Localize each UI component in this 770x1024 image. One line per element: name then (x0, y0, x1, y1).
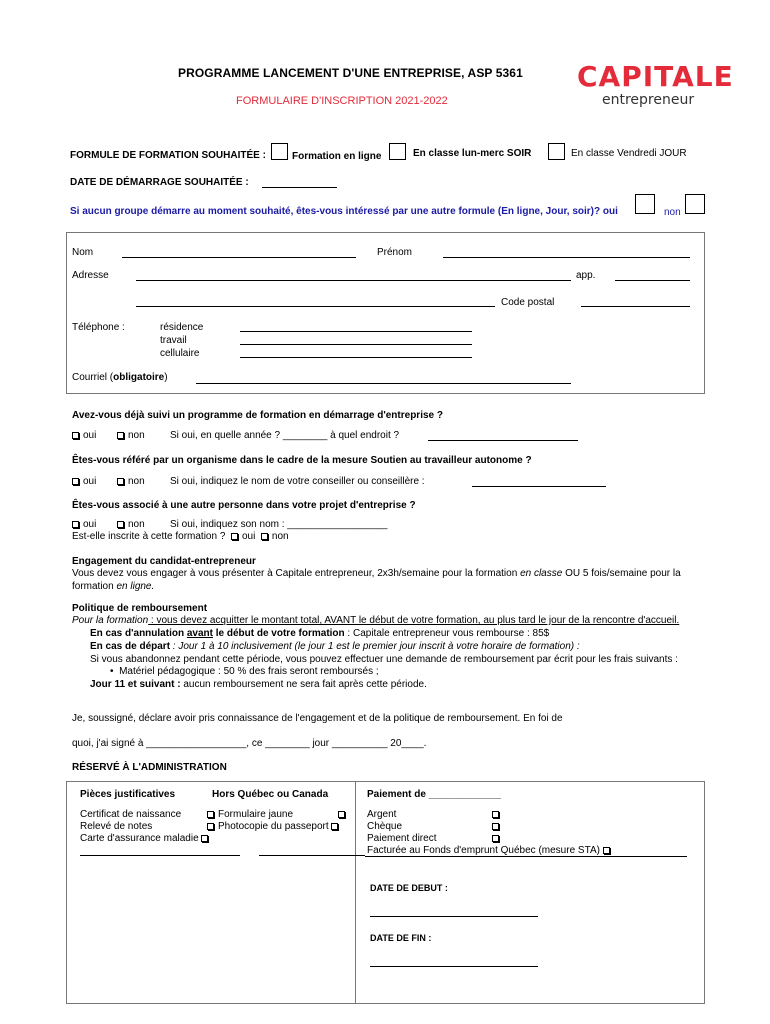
politique-line1: Pour la formation : vous devez acquitter le montant total, AVANT le début de votre formation, au plus tard le jour de la rencontre d'accueil. (72, 615, 680, 626)
admin-c3-line (365, 856, 687, 857)
admin-facturee-checkbox[interactable] (603, 847, 610, 854)
formule-soir-checkbox[interactable] (389, 143, 406, 160)
residence-label: résidence (160, 322, 204, 333)
admin-divider (355, 781, 356, 1004)
q2-oui-option[interactable]: oui (72, 476, 96, 487)
admin-direct-checkbox[interactable] (492, 835, 499, 842)
admin-c1-line (80, 855, 240, 856)
q3-question: Êtes-vous associé à une autre personne dans votre projet d'entreprise ? (72, 500, 416, 511)
q2-non-checkbox[interactable] (117, 478, 124, 485)
travail-field[interactable] (240, 344, 472, 345)
q3-detail: Si oui, indiquez son nom : __________________ (170, 519, 388, 530)
admin-col1-title: Pièces justificatives (80, 789, 176, 800)
admin-cheque-checkbox[interactable] (492, 823, 499, 830)
adresse-label: Adresse (72, 270, 109, 281)
formule-jour-checkbox[interactable] (548, 143, 565, 160)
admin-cheque-box (492, 821, 503, 832)
q2-conseiller-field[interactable] (472, 486, 606, 487)
admin-c1-item-2: Carte d'assurance maladie (80, 833, 212, 844)
admin-c2-item-0-box (338, 809, 349, 820)
q1-endroit-field[interactable] (428, 440, 578, 441)
q3-inscrite-non-checkbox[interactable] (261, 533, 268, 540)
admin-col2-title: Hors Québec ou Canada (212, 789, 329, 800)
declaration-line1: Je, soussigné, déclare avoir pris connaissance de l'engagement et de la politique de remboursement. En foi de (72, 713, 563, 724)
declaration-line2: quoi, j'ai signé à __________________, ce ________ jour __________ 20____. (72, 738, 427, 749)
admin-title: RÉSERVÉ À L'ADMINISTRATION (72, 762, 227, 773)
nom-field[interactable] (122, 257, 356, 258)
form-title: PROGRAMME LANCEMENT D'UNE ENTREPRISE, ASP 5361 (178, 66, 523, 80)
q1-oui-checkbox[interactable] (72, 432, 79, 439)
formule-jour-label: En classe Vendredi JOUR (571, 148, 687, 159)
admin-formulaire-checkbox-2[interactable] (338, 811, 345, 818)
admin-c2-line (259, 855, 365, 856)
q2-oui-checkbox[interactable] (72, 478, 79, 485)
date-field[interactable] (262, 187, 337, 188)
code-postal-field[interactable] (581, 306, 690, 307)
q1-question: Avez-vous déjà suivi un programme de formation en démarrage d'entreprise ? (72, 410, 443, 421)
prenom-label: Prénom (377, 247, 413, 258)
q2-question: Êtes-vous référé par un organisme dans le cadre de la mesure Soutien au travailleur autonome ? (72, 455, 532, 466)
adresse-field[interactable] (136, 280, 571, 281)
admin-c1-item-0: Certificat de naissance (80, 809, 182, 820)
engagement-text: Vous devez vous engager à vous présenter à Capitale entrepreneur, 2x3h/semaine pour la formation en classe OU 5 fois/semaine pour la formation en ligne. (72, 568, 681, 592)
admin-date-debut-label: DATE DE DEBUT : (370, 883, 448, 893)
politique-line3: En cas de départ : Jour 1 à 10 inclusivement (le jour 1 est le premier jour inscrit à votre horaire de formation) : (90, 641, 580, 652)
cellulaire-field[interactable] (240, 357, 472, 358)
residence-field[interactable] (240, 331, 472, 332)
formule-soir-label: En classe lun-merc SOIR (413, 148, 532, 159)
admin-c3-item-2: Paiement direct (367, 833, 437, 844)
q2-detail: Si oui, indiquez le nom de votre conseiller ou conseillère : (170, 476, 425, 487)
app-label: app. (576, 270, 596, 281)
courriel-label: Courriel (obligatoire) (72, 372, 168, 383)
admin-c1-item-1: Relevé de notes (80, 821, 153, 832)
form-subtitle: FORMULAIRE D'INSCRIPTION 2021-2022 (236, 95, 448, 107)
admin-c3-item-1: Chèque (367, 821, 403, 832)
admin-date-debut-field[interactable] (370, 916, 538, 917)
admin-passeport-checkbox-2[interactable] (331, 823, 338, 830)
q3-non-checkbox[interactable] (117, 521, 124, 528)
q3-inscrite: Est-elle inscrite à cette formation ? oui non (72, 531, 289, 542)
politique-line4: Si vous abandonnez pendant cette période, vous pouvez effectuer une demande de remboursement par écrit pour les frais suivants : (90, 654, 678, 665)
q1-non-option[interactable]: non (117, 430, 145, 441)
admin-c2-item-0: Formulaire jaune (207, 809, 293, 820)
cellulaire-label: cellulaire (160, 348, 200, 359)
alt-non-label: non (664, 207, 681, 218)
alt-formule-question: Si aucun groupe démarre au moment souhaité, êtes-vous intéressé par une autre formule (En ligne, Jour, soir)? oui (70, 206, 618, 217)
formule-online-label: Formation en ligne (292, 151, 382, 162)
formule-label: FORMULE DE FORMATION SOUHAITÉE : (70, 150, 266, 161)
admin-argent-checkbox[interactable] (492, 811, 499, 818)
admin-argent-box (492, 809, 503, 820)
q3-oui-option[interactable]: oui (72, 519, 96, 530)
alt-non-checkbox[interactable] (685, 194, 705, 214)
q3-non-option[interactable]: non (117, 519, 145, 530)
travail-label: travail (160, 335, 187, 346)
q1-oui-option[interactable]: oui (72, 430, 96, 441)
code-postal-label: Code postal (501, 297, 555, 308)
nom-label: Nom (72, 247, 94, 258)
capitale-logo: CAPITALE (577, 60, 734, 93)
alt-oui-checkbox[interactable] (635, 194, 655, 214)
capitale-logo-sub: entrepreneur (602, 92, 695, 108)
politique-line5: • Matériel pédagogique : 50 % des frais seront remboursés ; (110, 666, 379, 677)
prenom-field[interactable] (443, 257, 690, 258)
politique-line6: Jour 11 et suivant : aucun remboursement ne sera fait après cette période. (90, 679, 427, 690)
adresse-field-2[interactable] (136, 306, 495, 307)
q3-inscrite-oui-checkbox[interactable] (231, 533, 238, 540)
q3-oui-checkbox[interactable] (72, 521, 79, 528)
admin-c2-item-1: Photocopie du passeport (207, 821, 342, 832)
admin-direct-box (492, 833, 503, 844)
q2-non-option[interactable]: non (117, 476, 145, 487)
date-label: DATE DE DÉMARRAGE SOUHAITÉE : (70, 177, 249, 188)
politique-line2: En cas d'annulation avant le début de votre formation : Capitale entrepreneur vous rembourse : 85$ (90, 628, 550, 639)
admin-formulaire-checkbox[interactable] (207, 811, 214, 818)
admin-c3-item-0: Argent (367, 809, 397, 820)
admin-carte-checkbox[interactable] (201, 835, 208, 842)
admin-c3-item-3: Facturée au Fonds d'emprunt Québec (mesure STA) (367, 845, 614, 856)
courriel-field[interactable] (196, 383, 571, 384)
q1-detail: Si oui, en quelle année ? ________ à quel endroit ? (170, 430, 400, 441)
admin-date-fin-label: DATE DE FIN : (370, 933, 432, 943)
admin-passeport-checkbox[interactable] (207, 823, 214, 830)
app-field[interactable] (615, 280, 690, 281)
admin-col3-title: Paiement de _____________ (367, 789, 501, 800)
formule-online-checkbox[interactable] (271, 143, 288, 160)
admin-date-fin-field[interactable] (370, 966, 538, 967)
politique-title: Politique de remboursement (72, 603, 208, 614)
engagement-title: Engagement du candidat-entrepreneur (72, 556, 256, 567)
q1-non-checkbox[interactable] (117, 432, 124, 439)
telephone-label: Téléphone : (72, 322, 125, 333)
